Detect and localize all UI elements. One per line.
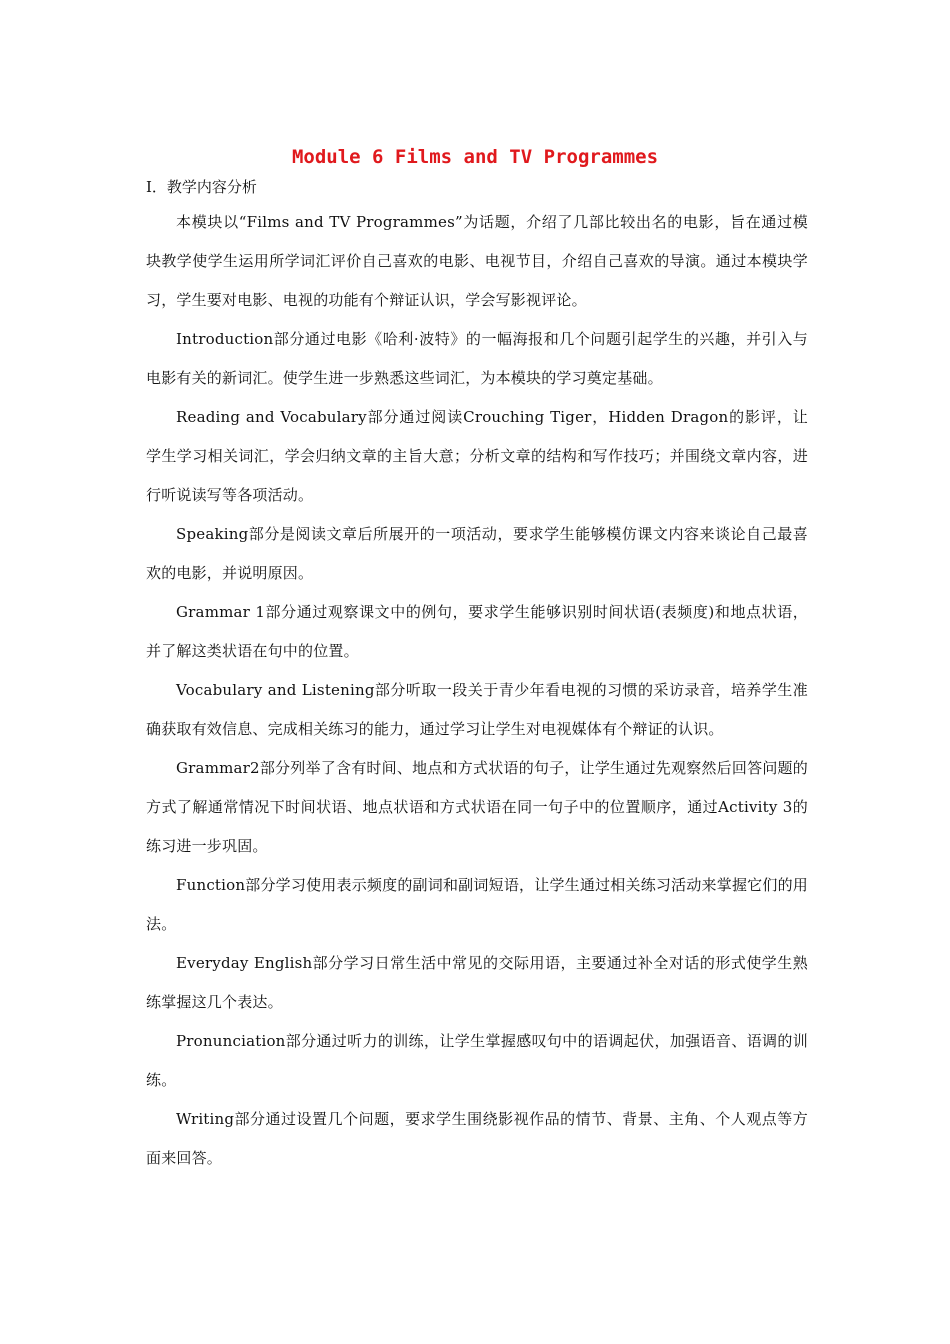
document-title: Module 6 Films and TV Programmes xyxy=(291,146,659,168)
paragraph-everyday-english: Everyday English部分学习日常生活中常见的交际用语，主要通过补全对话的形式使学生熟练掌握这几个表达。 xyxy=(146,954,808,1011)
paragraph-vocab-listening: Vocabulary and Listening部分听取一段关于青少年看电视的习惯的采访录音，培养学生准确获取有效信息、完成相关练习的能力，通过学习让学生对电视媒体有个辩证的认识。 xyxy=(146,681,808,738)
paragraph-pronunciation: Pronunciation部分通过听力的训练，让学生掌握感叹句中的语调起伏，加强语音、语调的训练。 xyxy=(146,1032,808,1089)
paragraph-intro: 本模块以“Films and TV Programmes”为话题，介绍了几部比较出名的电影，旨在通过模块教学使学生运用所学词汇评价自己喜欢的电影、电视节目，介绍自己喜欢的导演。通过本模块学习，学生要对电影、电视的功能有个辩证认识，学会写影视评论。 xyxy=(146,213,808,309)
paragraph-grammar2: Grammar2部分列举了含有时间、地点和方式状语的句子，让学生通过先观察然后回答问题的方式了解通常情况下时间状语、地点状语和方式状语在同一句子中的位置顺序，通过Activity 3的练习进一步巩固。 xyxy=(146,759,808,855)
paragraph-introduction: Introduction部分通过电影《哈利·波特》的一幅海报和几个问题引起学生的兴趣，并引入与电影有关的新词汇。使学生进一步熟悉这些词汇，为本模块的学习奠定基础。 xyxy=(146,330,808,387)
paragraph-reading: Reading and Vocabulary部分通过阅读Crouching Tiger，Hidden Dragon的影评，让学生学习相关词汇，学会归纳文章的主旨大意；分析文章的结构和写作技巧；并围绕文章内容，进行听说读写等各项活动。 xyxy=(146,408,808,504)
paragraph-function: Function部分学习使用表示频度的副词和副词短语，让学生通过相关练习活动来掌握它们的用法。 xyxy=(146,876,808,933)
paragraph-grammar1: Grammar 1部分通过观察课文中的例句，要求学生能够识别时间状语(表频度)和地点状语，并了解这类状语在句中的位置。 xyxy=(146,603,808,660)
section-heading: I．教学内容分析 xyxy=(146,178,257,196)
body-text xyxy=(146,203,808,1178)
paragraph-writing: Writing部分通过设置几个问题，要求学生围绕影视作品的情节、背景、主角、个人观点等方面来回答。 xyxy=(146,1110,808,1167)
paragraph-speaking: Speaking部分是阅读文章后所展开的一项活动，要求学生能够模仿课文内容来谈论自己最喜欢的电影，并说明原因。 xyxy=(146,525,808,582)
